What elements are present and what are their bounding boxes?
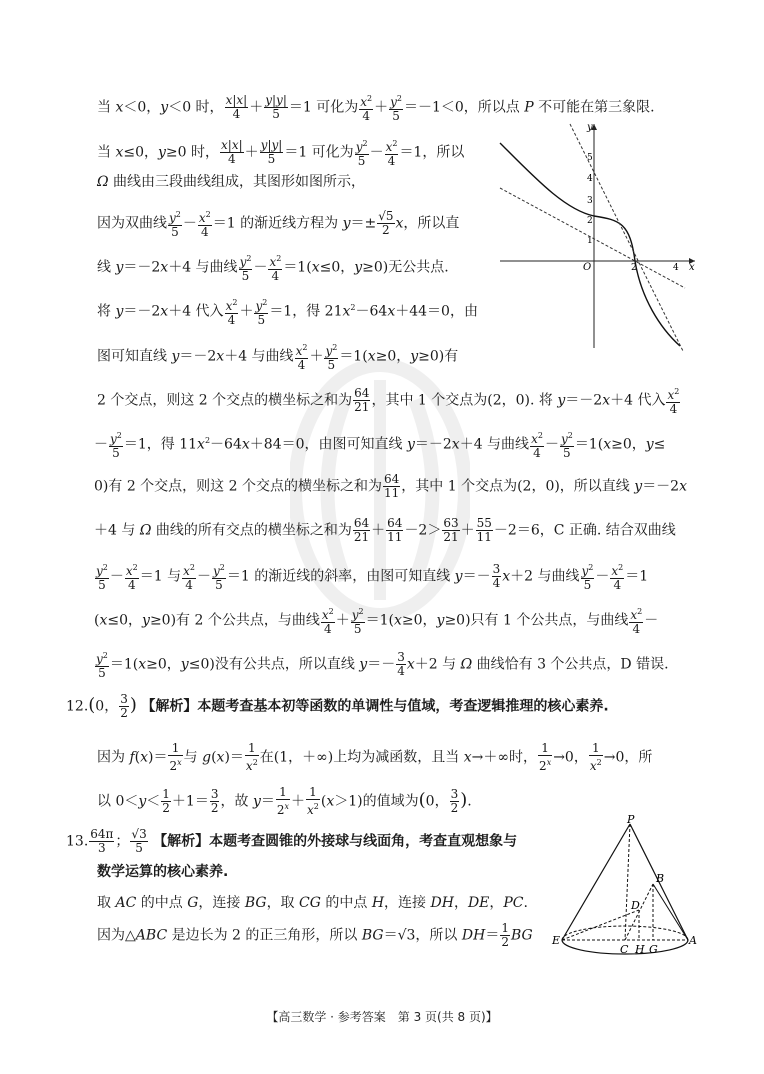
text-line-9: － $\frac{y^2}{5}$ ＝1，得 $11x^2-64x+84=0$，由图可知直线 y＝－2x＋4 与曲线 $\frac{x^2}{4}$ － $\frac{y^2}{5}$ ＝1(x≥0，y≤ (94, 431, 666, 460)
x-tick-2: 2 (631, 263, 637, 273)
label-A: A (689, 934, 697, 947)
segment-BA (653, 884, 688, 940)
q12-header: 12.(0， $\frac{3}{2}$ ) 【解析】本题考查基本初等函数的单调性与值域，考查逻辑推理的核心素养. (66, 692, 609, 720)
text-line-10: 0)有 2 个交点，则这 2 个交点的横坐标之和为 $\frac{64}{11}$ ，其中 1 个交点为(2，0)，所以直线 y＝－2x (94, 472, 688, 500)
text-line-12: $\frac{y^2}{5}$ － $\frac{x^2}{4}$ ＝1 与 $\frac{x^2}{4}$ － $\frac{y^2}{5}$ ＝1 的渐近线的斜率，由图可知直线 y＝－ $\frac{3}{4}$ x＋2 与曲线 $\frac{y^2}{5}$ － $\frac{x^2}{4}$ ＝1 (96, 562, 649, 592)
text-line-6: 将 y＝－2x＋4 代入 $\frac{x^2}{4}$ ＋ $\frac{y^2}{5}$ ＝1，得 $21x^2-64x+44=0$，由 (97, 298, 478, 327)
page-footer: 【高三数学 · 参考答案 第 3 页(共 8 页)】 (266, 1010, 498, 1024)
text-line-13: (x≤0，y≥0)有 2 个公共点，与曲线 $\frac{x^2}{4}$ ＋ $\frac{y^2}{5}$ ＝1(x≥0，y≥0)只有 1 个公共点，与曲线 $\frac{x^2}{4}$ － (94, 607, 659, 636)
q12-number: 12. (66, 698, 89, 715)
y-tick-4: 4 (587, 174, 593, 184)
q12-analysis: 【解析】本题考查基本初等函数的单调性与值域，考查逻辑推理的核心素养. (141, 698, 609, 715)
text-line-8: 2 个交点，则这 2 个交点的横坐标之和为 $\frac{64}{21}$ ，其中 1 个交点为(2，0). 将 y＝－2x＋4 代入 $\frac{x^2}{4}$ (97, 386, 680, 416)
text-line-14: $\frac{y^2}{5}$ ＝1(x≥0，y≤0)没有公共点，所以直线 y＝－ $\frac{3}{4}$ x＋2 与 Ω 曲线恰有 3 个公共点，D 错误. (96, 650, 669, 680)
cone-figure (550, 812, 700, 960)
label-G: G (649, 943, 658, 956)
curve-graph (495, 118, 700, 353)
q13-number: 13. (66, 833, 89, 850)
x-axis-label: x (689, 262, 695, 273)
label-D: D (631, 899, 640, 912)
x-tick-4: 4 (673, 263, 679, 273)
text-line-7: 图可知直线 y＝－2x＋4 与曲线 $\frac{x^2}{4}$ ＋ $\frac{y^2}{5}$ ＝1(x≥0，y≥0)有 (97, 343, 459, 372)
q13-line-2: 因为△ABC 是边长为 2 的正三角形，所以 BG＝√3，所以 DH＝ $\frac{1}{2}$ BG (97, 921, 533, 949)
text-line-4: 因为双曲线 $\frac{y^2}{5}$ － $\frac{x^2}{4}$ ＝1 的渐近线方程为 y＝± $\frac{√5}{2}$ x，所以直 (97, 209, 460, 239)
label-B: B (656, 872, 665, 885)
cone-left-edge (562, 824, 630, 940)
text-line-5: 线 y＝－2x＋4 与曲线 $\frac{y^2}{5}$ － $\frac{x^2}{4}$ ＝1(x≤0，y≥0)无公共点. (97, 254, 449, 283)
y-tick-1: 1 (587, 236, 593, 246)
q13-tag-2: 数学运算的核心素养. (97, 864, 229, 880)
y-tick-2: 2 (587, 216, 593, 226)
text-line-2: 当 x≤0，y≥0 时， $\frac{x|x|}{4}$ ＋ $\frac{y|y|}{5}$ ＝1 可化为 $\frac{y^2}{5}$ － $\frac{x^2}{4}$ ＝1，所以 (97, 138, 465, 168)
y-tick-3: 3 (587, 196, 593, 206)
label-H: H (635, 943, 645, 956)
q13-analysis: 【解析】本题考查圆锥的外接球与线面角，考查直观想象与 (153, 833, 518, 850)
q13-header: 13. $\frac{64\pi}{3}$ ； $\frac{√3}{5}$ 【解析】本题考查圆锥的外接球与线面角，考查直观想象与 (66, 827, 518, 855)
label-C: C (620, 943, 629, 956)
y-axis-label: y (587, 122, 593, 133)
label-E: E (552, 934, 561, 947)
text-line-3: Ω 曲线由三段曲线组成，其图形如图所示， (97, 174, 366, 190)
y-tick-5: 5 (587, 153, 593, 163)
label-P: P (627, 813, 635, 826)
q12-line-2: 以 0＜y＜ $\frac{1}{2}$ ＋1＝ $\frac{3}{2}$ ，故 y＝ $\frac{1}{2^x}$ ＋ $\frac{1}{x^2}$ (x＞1)的值域为(0， $\frac{3}{2}$ ). (97, 785, 472, 817)
text-line-1: 当 x＜0，y＜0 时， $\frac{x|x|}{4}$ ＋ $\frac{y|y|}{5}$ ＝1 可化为 $\frac{x^2}{4}$ ＋ $\frac{y^2}{5}$ ＝－1＜0，所以点 P 不可能在第三象限. (97, 93, 655, 123)
text-line-11: ＋4 与 Ω 曲线的所有交点的横坐标之和为 $\frac{64}{21}$ ＋ $\frac{64}{11}$ －2＞ $\frac{63}{21}$ ＋ $\frac{55}{11}$ －2＝6，C 正确. 结合双曲线 (94, 516, 676, 544)
q13-line-1: 取 AC 的中点 G，连接 BG，取 CG 的中点 H，连接 DH，DE，PC. (97, 895, 528, 911)
segment-PC (625, 824, 630, 940)
q12-line-1: 因为 f(x)＝ $\frac{1}{2^x}$ 与 g(x)＝ $\frac{1}{x^2}$ 在(1，＋∞)上均为减函数，且当 x→＋∞时， $\frac{1}{2^x}$ →0， $\frac{1}{x^2}$ →0，所 (97, 741, 653, 773)
origin-label: O (583, 262, 592, 273)
